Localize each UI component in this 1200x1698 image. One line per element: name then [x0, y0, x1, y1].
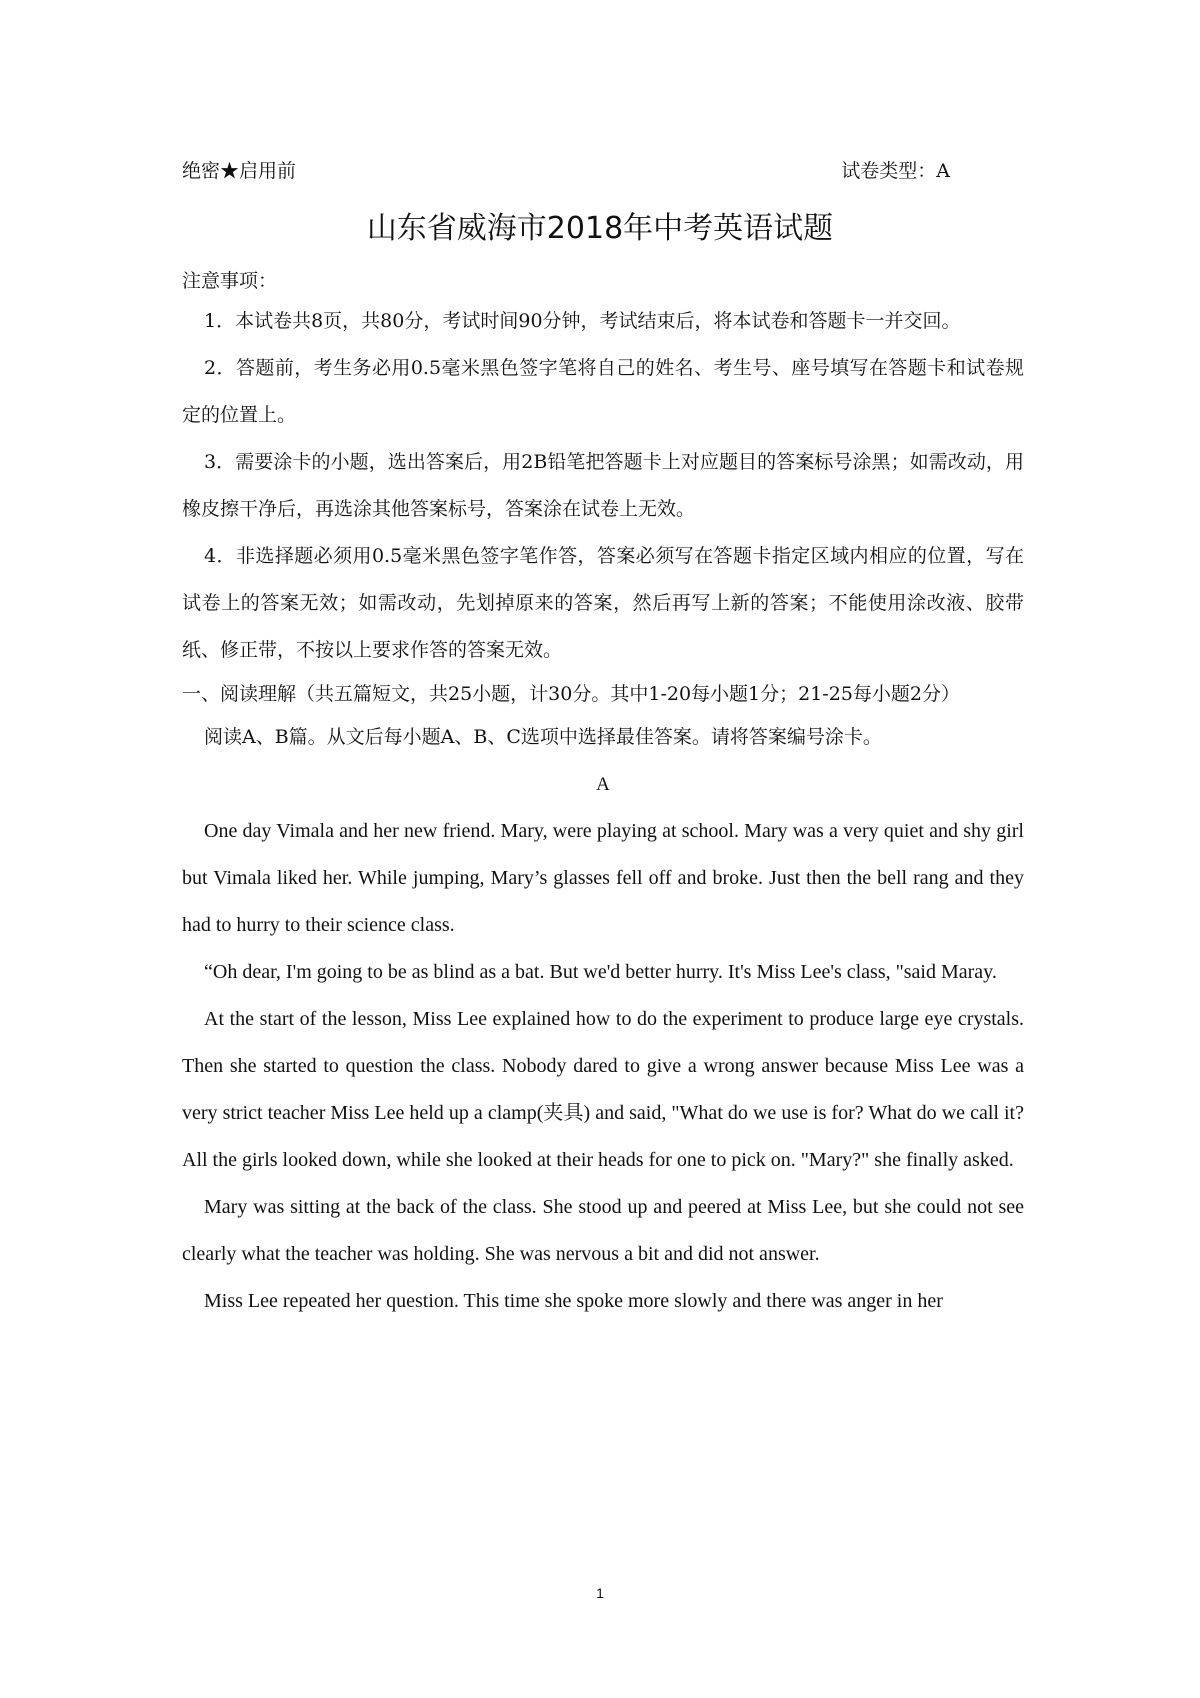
notice-heading: 注意事项：: [182, 270, 278, 292]
passage-paragraph: Mary was sitting at the back of the class. She stood up and peered at Miss Lee, but she could not see clearly what the teacher was holding. She was nervous a bit and did not answer.: [182, 1196, 1024, 1265]
notice-item: 3．需要涂卡的小题，选出答案后，用2B铅笔把答题卡上对应题目的答案标号涂黑；如需改动，用橡皮擦干净后，再选涂其他答案标号，答案涂在试卷上无效。: [182, 451, 1024, 520]
confidential-label: 绝密★启用前: [182, 160, 297, 182]
document-body: [182, 264, 1024, 1325]
passage-paragraph: Miss Lee repeated her question. This time she spoke more slowly and there was anger in her: [204, 1290, 943, 1312]
header-row: [182, 156, 950, 183]
section-heading: 一、阅读理解（共五篇短文，共25小题，计30分。其中1-20每小题1分；21-25每小题2分）: [182, 683, 960, 705]
passage-paragraph: At the start of the lesson, Miss Lee explained how to do the experiment to produce large eye crystals. Then she started to question the class. Nobody dared to give a wrong answer because Miss Lee was a very strict teacher Miss Lee held up a clamp(夹具) and said, "What do we use is for? What do we call it? All the girls looked down, while she looked at their heads for one to pick on. "Mary?" she finally asked.: [182, 1008, 1024, 1171]
notice-item: 4．非选择题必须用0.5毫米黑色签字笔作答，答案必须写在答题卡指定区域内相应的位置，写在试卷上的答案无效；如需改动，先划掉原来的答案，然后再写上新的答案；不能使用涂改液、胶带纸、修正带，不按以上要求作答的答案无效。: [182, 545, 1024, 661]
page-number: 1: [596, 1585, 604, 1601]
passage-paragraph: One day Vimala and her new friend. Mary, were playing at school. Mary was a very quiet and shy girl but Vimala liked her. While jumping, Mary’s glasses fell off and broke. Just then the bell rang and they had to hurry to their science class.: [182, 820, 1024, 936]
notice-item: 1．本试卷共8页，共80分，考试时间90分钟，考试结束后，将本试卷和答题卡一并交回。: [204, 310, 961, 332]
notice-item: 2．答题前，考生务必用0.5毫米黑色签字笔将自己的姓名、考生号、座号填写在答题卡和试卷规定的位置上。: [182, 357, 1024, 426]
page-title: 山东省威海市2018年中考英语试题: [366, 211, 834, 246]
section-instruction: 阅读A、B篇。从文后每小题A、B、C选项中选择最佳答案。请将答案编号涂卡。: [204, 726, 882, 748]
paper-type-label: 试卷类型：A: [841, 160, 950, 182]
passage-label: A: [596, 774, 610, 795]
passage-paragraph: “Oh dear, I'm going to be as blind as a bat. But we'd better hurry. It's Miss Lee's class, "said Maray.: [204, 961, 997, 983]
